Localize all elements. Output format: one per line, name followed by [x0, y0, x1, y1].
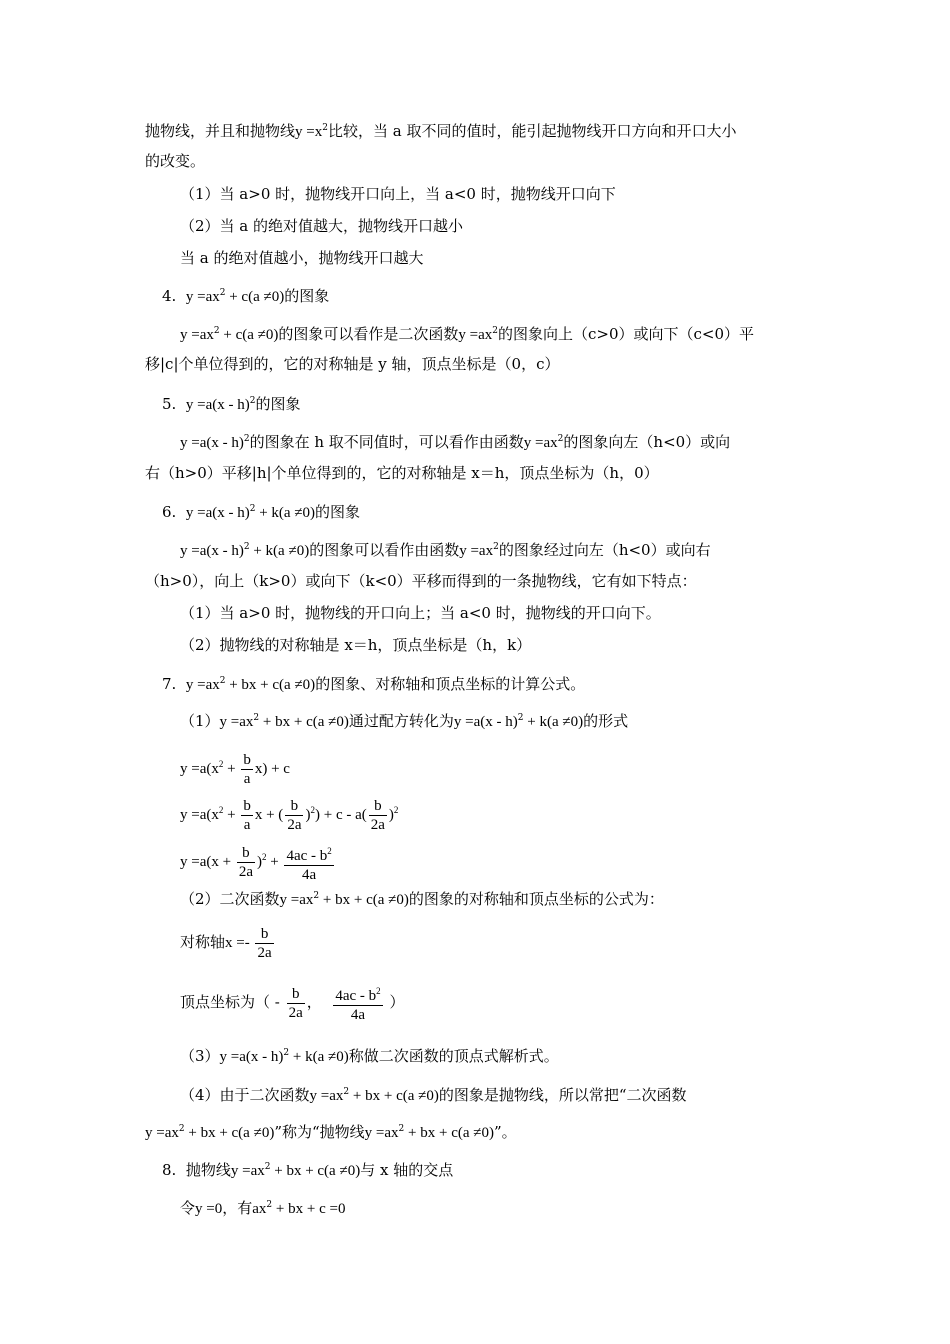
paragraph-line [180, 1194, 950, 1220]
math-expr: y =a(x - h) [185, 505, 250, 521]
superscript: 2 [218, 805, 224, 815]
equation-1 [180, 744, 950, 789]
heading-number: 4. [162, 287, 177, 305]
text: 的图象在 h 取不同值时，可以看作由函数 [249, 433, 524, 451]
text: 抛物线，并且和抛物线 [145, 122, 296, 140]
math-expr: y =ax [180, 327, 214, 343]
math-expr: y =a(x - h) [185, 397, 250, 413]
fraction [237, 844, 255, 881]
superscript: 2 [310, 805, 315, 815]
fraction [241, 797, 253, 834]
text: 的图象的对称轴和顶点坐标的公式为： [408, 890, 664, 908]
paragraph-line [145, 117, 950, 143]
heading-number: 8. [162, 1161, 177, 1179]
math-expr: + k(a ≠0) [523, 714, 584, 730]
text: ”。 [494, 1123, 517, 1141]
math-expr: y =a(x - h) [453, 714, 518, 730]
section-heading-4 [162, 282, 950, 308]
superscript: 2 [219, 288, 226, 298]
superscript: 2 [557, 434, 564, 444]
math-expr: x + ( [254, 807, 284, 823]
math-expr: y =ax [230, 1163, 265, 1179]
math-expr: ) + c - a( [314, 807, 367, 823]
text: ”称为“抛物线 [274, 1123, 365, 1141]
paragraph-line [180, 1042, 950, 1068]
paragraph-line: 右（h>0）平移|h|个单位得到的，它的对称轴是 x＝h，顶点坐标为（h，0） [145, 464, 659, 482]
math-expr: + bx + c(a ≠0) [319, 892, 409, 908]
denominator: 2a [288, 1004, 303, 1021]
text: 顶点坐标为（ - [180, 993, 285, 1011]
paragraph-line [180, 536, 950, 562]
math-expr: y =a(x [180, 807, 219, 823]
numerator: b [243, 798, 251, 815]
superscript: 2 [249, 396, 256, 406]
paragraph-line [180, 885, 950, 911]
text: （4）由于二次函数 [180, 1086, 310, 1104]
superscript: 2 [178, 1124, 185, 1134]
text: 的图象经过向左（h<0）或向右 [498, 541, 711, 559]
math-expr: + bx + c(a ≠0) [225, 677, 316, 693]
heading-number: 6. [162, 503, 177, 521]
numerator: b [287, 985, 305, 1004]
paragraph-line [180, 428, 950, 454]
denominator: a [243, 817, 251, 834]
math-expr: x) + c [254, 761, 290, 777]
math-expr: + [223, 761, 240, 777]
math-expr: y =a(x - h) [180, 435, 244, 451]
denominator: 2a [257, 944, 272, 961]
section-heading-8 [162, 1156, 950, 1182]
superscript: 2 [393, 805, 399, 815]
math-expr: y =ax [459, 543, 494, 559]
text: （1） [180, 712, 220, 730]
math-expr: y =a(x - h) [180, 543, 244, 559]
math-expr: y =ax [458, 327, 493, 343]
superscript: 2 [262, 852, 267, 862]
axis-formula [180, 922, 950, 963]
superscript: 2 [398, 1124, 405, 1134]
text: 的图象 [315, 503, 361, 521]
math-expr: + bx + c(a ≠0) [349, 1088, 439, 1104]
denominator: 2a [370, 817, 385, 834]
math-expr: + k(a ≠0) [249, 543, 310, 559]
text: 比较，当 a 取不同的值时，能引起抛物线开口方向和开口大小 [327, 122, 737, 140]
text: 令 [180, 1199, 196, 1217]
section-heading-6 [162, 498, 950, 524]
text: （3） [180, 1047, 220, 1065]
math-expr: y =ax [145, 1125, 179, 1141]
superscript: 2 [218, 759, 224, 769]
math-expr: y =x [295, 124, 323, 140]
section-heading-5 [162, 390, 950, 416]
superscript: 2 [517, 713, 524, 723]
text: 抛物线 [185, 1161, 231, 1179]
math-expr: y =ax [219, 714, 254, 730]
numerator: b [369, 797, 387, 816]
fraction [285, 797, 303, 834]
text: 的图象 [255, 395, 301, 413]
text: ） [389, 993, 405, 1011]
denominator: 2a [287, 817, 302, 834]
numerator [333, 982, 382, 1006]
math-expr: y =a(x - h) [219, 1049, 284, 1065]
superscript: 2 [283, 1048, 290, 1058]
paragraph-line: 移|c|个单位得到的，它的对称轴是 y 轴，顶点坐标是（0，c） [145, 355, 560, 373]
text: 的图象向上（c>0）或向下（c<0）平 [497, 325, 755, 343]
text: 对称轴 [180, 933, 226, 951]
text: 通过配方转化为 [348, 712, 454, 730]
math-expr: y =ax [523, 435, 558, 451]
equation-3 [180, 837, 950, 884]
fraction [369, 797, 387, 834]
superscript: 2 [243, 434, 250, 444]
math-expr: + bx + c(a ≠0) [259, 714, 349, 730]
math-expr: y =ax [185, 289, 220, 305]
superscript: 2 [266, 1200, 273, 1210]
superscript: 2 [322, 123, 328, 133]
denominator: 4a [350, 1007, 366, 1023]
fraction [241, 751, 253, 788]
numerator [284, 842, 333, 866]
math-expr: + c(a ≠0) [225, 289, 285, 305]
equation-2 [180, 790, 950, 835]
heading-number: 5. [162, 395, 177, 413]
math-expr: + bx + c(a ≠0) [404, 1125, 494, 1141]
section-heading-7 [162, 670, 950, 696]
superscript: 2 [243, 542, 250, 552]
paragraph-line [180, 1081, 950, 1107]
superscript: 2 [493, 542, 499, 552]
text: 的图象可以看作是二次函数 [278, 325, 459, 343]
superscript: 2 [249, 504, 256, 514]
math-expr: + bx + c(a ≠0) [184, 1125, 275, 1141]
superscript: 2 [219, 676, 226, 686]
text: ， [306, 993, 322, 1011]
math-expr: ) [257, 854, 262, 870]
denominator: 4a [302, 866, 317, 883]
math-expr: ) [388, 807, 394, 823]
superscript: 2 [213, 326, 220, 336]
math-expr: y =a(x [180, 761, 219, 777]
text: 的图象可以看作由函数 [309, 541, 460, 559]
list-item: （1）当 a>0 时，抛物线开口向上，当 a<0 时，抛物线开口向下 [180, 185, 616, 203]
text: 的形式 [583, 712, 629, 730]
math-expr: + [266, 854, 283, 870]
superscript: 2 [313, 891, 320, 901]
math-expr: ) [305, 807, 311, 823]
text: 的图象是抛物线，所以常把“二次函数 [438, 1086, 687, 1104]
fraction [255, 925, 273, 962]
denominator: 2a [238, 864, 253, 881]
math-expr: + [223, 807, 240, 823]
math-expr: y =ax [185, 677, 220, 693]
math-expr: y =0 [195, 1201, 223, 1217]
math-expr: + c(a ≠0) [219, 327, 279, 343]
denominator: a [243, 771, 251, 788]
math-expr: + bx + c =0 [272, 1201, 346, 1217]
math-expr: y =ax [309, 1088, 344, 1104]
superscript: 2 [376, 986, 381, 996]
paragraph-line [180, 707, 950, 733]
numerator: b [243, 752, 251, 769]
paragraph-line [145, 1118, 950, 1144]
paragraph-line: （h>0），向上（k>0）或向下（k<0）平移而得到的一条抛物线，它有如下特点： [145, 572, 697, 590]
text: 的图象 [284, 287, 330, 305]
fraction [287, 985, 305, 1022]
paragraph-line: 的改变。 [145, 152, 206, 170]
math-expr: ax [252, 1201, 267, 1217]
list-item: （2）抛物线的对称轴是 x＝h，顶点坐标是（h，k） [180, 636, 532, 654]
superscript: 2 [327, 845, 332, 856]
numerator: b [237, 844, 255, 863]
superscript: 2 [343, 1087, 350, 1097]
math-expr: + k(a ≠0) [255, 505, 316, 521]
superscript: 2 [492, 326, 498, 336]
text: 的图象、对称轴和顶点坐标的计算公式。 [315, 675, 586, 693]
math-expr: 4ac - b [335, 988, 377, 1004]
math-expr: y =a(x + [180, 854, 235, 870]
math-expr: + bx + c(a ≠0) [270, 1163, 361, 1179]
math-expr: y =ax [279, 892, 314, 908]
list-item: （1）当 a>0 时，抛物线的开口向上；当 a<0 时，抛物线的开口向下。 [180, 604, 661, 622]
text: 的图象向左（h<0）或向 [563, 433, 731, 451]
text: 与 x 轴的交点 [360, 1161, 454, 1179]
paragraph-line [180, 320, 950, 346]
vertex-formula [180, 982, 950, 1024]
math-expr: + k(a ≠0) [289, 1049, 349, 1065]
math-expr: x =- [225, 935, 254, 951]
fraction [284, 842, 333, 884]
text: 称做二次函数的顶点式解析式。 [348, 1047, 559, 1065]
heading-number: 7. [162, 675, 177, 693]
fraction [333, 982, 382, 1024]
superscript: 2 [253, 713, 260, 723]
numerator: b [285, 797, 303, 816]
list-item: （2）当 a 的绝对值越大，抛物线开口越小 [180, 217, 464, 235]
superscript: 2 [264, 1162, 271, 1172]
list-item: 当 a 的绝对值越小，抛物线开口越大 [180, 249, 424, 267]
math-expr: y =ax [364, 1125, 399, 1141]
math-expr: 4ac - b [286, 847, 328, 864]
text: ，有 [222, 1199, 253, 1217]
text: （2）二次函数 [180, 890, 280, 908]
numerator: b [255, 925, 273, 944]
